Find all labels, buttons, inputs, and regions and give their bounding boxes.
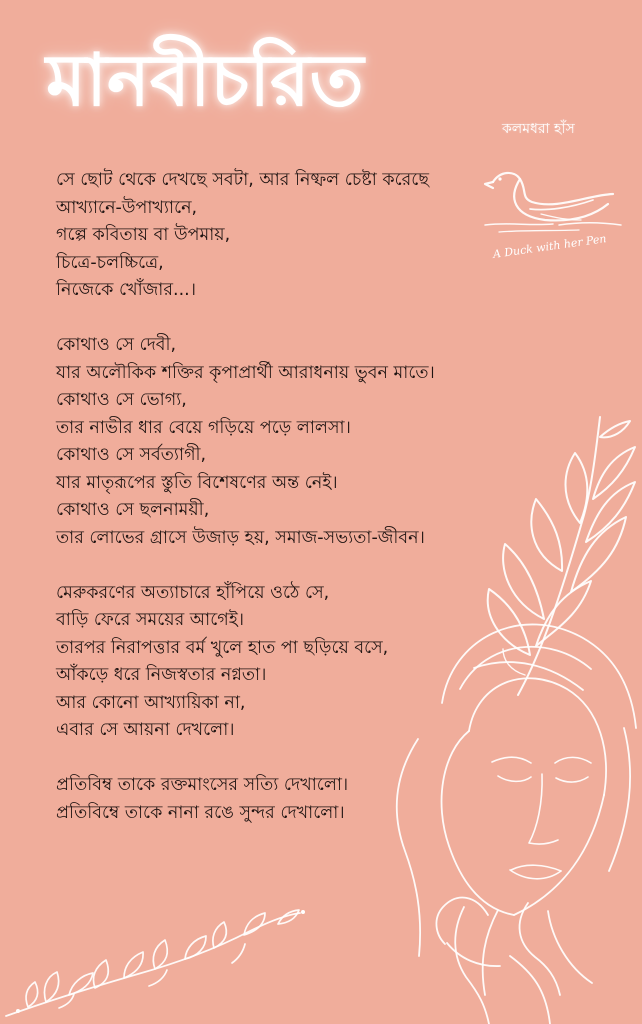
poem-line: তার লোভের গ্রাসে উজাড় হয়, সমাজ-সভ্যতা-জীবন। — [56, 527, 425, 548]
poem-line: যার মাতৃরূপের স্তুতি বিশেষণের অন্ত নেই। — [56, 472, 338, 493]
poem-line: কোথাও সে সর্বত্যাগী, — [56, 445, 207, 465]
stanza-2 — [56, 332, 466, 552]
poem-line: আঁকড়ে ধরে নিজস্বতার নগ্নতা। — [56, 665, 267, 685]
brand-name-english: A Duck with her Pen — [492, 232, 608, 261]
brand-logo — [475, 120, 625, 280]
poem-line: কোথাও সে ছলনাময়ী, — [56, 500, 210, 520]
poem-line: বাড়ি ফেরে সময়ের আগেই। — [56, 610, 245, 630]
branch-icon — [0, 900, 330, 1024]
poem-line: তার নাভীর ধার বেয়ে গড়িয়ে পড়ে লালসা। — [56, 417, 351, 438]
brand-name-bengali: কলমধরা হাঁস — [502, 121, 575, 137]
poem-line: গল্পে কবিতায় বা উপমায়, — [56, 225, 231, 245]
poem-line: এবার সে আয়না দেখলো। — [56, 720, 235, 740]
page-title: মানবীচরিত — [46, 38, 364, 122]
poem-line: প্রতিবিম্বে তাকে নানা রঙে সুন্দর দেখালো। — [56, 802, 345, 823]
poem-line: সে ছোট থেকে দেখছে সবটা, আর নিষ্ফল চেষ্টা করেছে — [56, 170, 429, 190]
stanza-1 — [56, 167, 466, 305]
poem-line: আর কোনো আখ্যায়িকা না, — [56, 692, 246, 713]
poem-line: কোথাও সে ভোগ্য, — [56, 390, 187, 410]
face-icon — [390, 585, 642, 1024]
poem-line: মেরুকরণের অত্যাচারে হাঁপিয়ে ওঠে সে, — [56, 582, 330, 603]
poem-line: নিজেকে খোঁজার...। — [56, 280, 196, 300]
poem-line: চিত্রে-চলচ্চিত্রে, — [56, 252, 164, 273]
poem-line: যার অলৌকিক শক্তির কৃপাপ্রার্থী আরাধনায় ভুবন মাতে। — [56, 362, 435, 383]
duck-icon — [475, 148, 625, 240]
poem-line: কোথাও সে দেবী, — [56, 335, 177, 355]
poem-line: প্রতিবিম্ব তাকে রক্তমাংসের সত্যি দেখালো। — [56, 775, 349, 795]
poem-line: আখ্যানে-উপাখ্যানে, — [56, 197, 198, 218]
poem-line: তারপর নিরাপত্তার বর্ম খুলে হাত পা ছড়িয়ে বসে, — [56, 637, 389, 658]
